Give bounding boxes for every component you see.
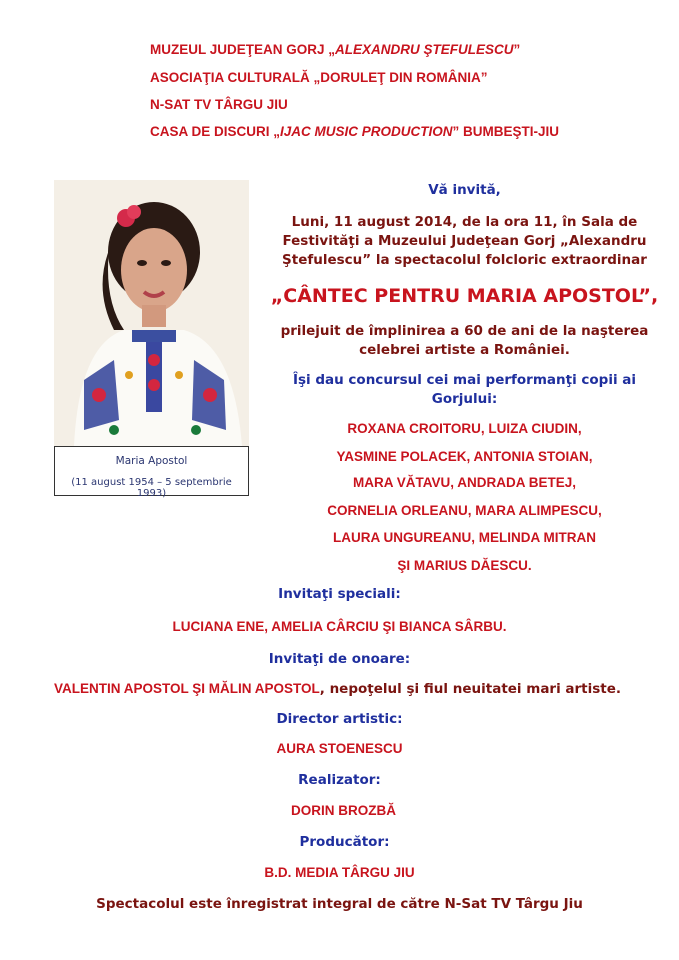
special-guests-label: Invitaţi speciali: [278,586,401,602]
honor-guests-bold: VALENTIN APOSTOL ŞI MĂLIN APOSTOL [53,681,320,696]
production-label: Producător: [299,834,390,850]
caption-dates: (11 august 1954 – 5 septembrie 1993) [71,477,232,499]
honor-guests-names [0,680,677,699]
portrait-photo [54,180,249,446]
caption-name: Maria Apostol [115,455,188,467]
organizer-association: ASOCIAŢIA CULTURALĂ „DORULEŢ DIN ROMÂNIA” [150,70,488,85]
event-details-2: Festivităţi a Muzeului Judeţean Gorj „Alexandru [282,233,647,249]
event-details-3: Ştefulescu” la spectacolul folcloric extraordinar [282,252,647,268]
organizer-museum: MUZEUL JUDEŢEAN GORJ „ALEXANDRU ŞTEFULESCU” [150,42,521,57]
performer-line: MARA VĂTAVU, ANDRADA BETEJ, [352,475,576,490]
honor-guests-label: Invitaţi de onoare: [268,651,411,667]
special-guests-names: LUCIANA ENE, AMELIA CÂRCIU ŞI BIANCA SÂRBU. [172,619,507,634]
performer-line: ŞI MARIUS DĂESCU. [397,558,532,573]
performer-line: YASMINE POLACEK, ANTONIA STOIAN, [336,449,593,464]
organizer-record-label: CASA DE DISCURI „IJAC MUSIC PRODUCTION” BUMBEŞTI-JIU [150,124,560,139]
event-details-1: Luni, 11 august 2014, de la ora 11, în Sala de [291,214,638,230]
producer-name: DORIN BROZBĂ [291,803,396,818]
performer-line: LAURA UNGUREANU, MELINDA MITRAN [333,530,596,545]
show-title: „CÂNTEC PENTRU MARIA APOSTOL”, [270,285,659,307]
photo-caption [54,446,249,499]
occasion-1: prilejuit de împlinirea a 60 de ani de la naşterea [280,323,649,339]
greeting: Vă invită, [428,182,501,198]
production-name: B.D. MEDIA TÂRGU JIU [264,865,415,880]
performer-line: CORNELIA ORLEANU, MARA ALIMPESCU, [327,503,602,518]
performer-line: ROXANA CROITORU, LUIZA CIUDIN, [347,421,582,436]
director-label: Director artistic: [276,711,403,727]
performers-intro-1: Îşi dau concursul cei mai performanţi copii ai [292,372,637,388]
director-name: AURA STOENESCU [276,741,403,756]
footer-note: Spectacolul este înregistrat integral de către N-Sat TV Târgu Jiu [96,896,583,912]
performers-intro-2: Gorjului: [431,391,498,407]
organizer-tv: N-SAT TV TÂRGU JIU [150,97,288,112]
occasion-2: celebrei artiste a României. [359,342,570,358]
honor-guests-rest: , nepoţelul şi fiul neuitatei mari artiste. [319,681,622,697]
producer-label: Realizator: [298,772,381,788]
